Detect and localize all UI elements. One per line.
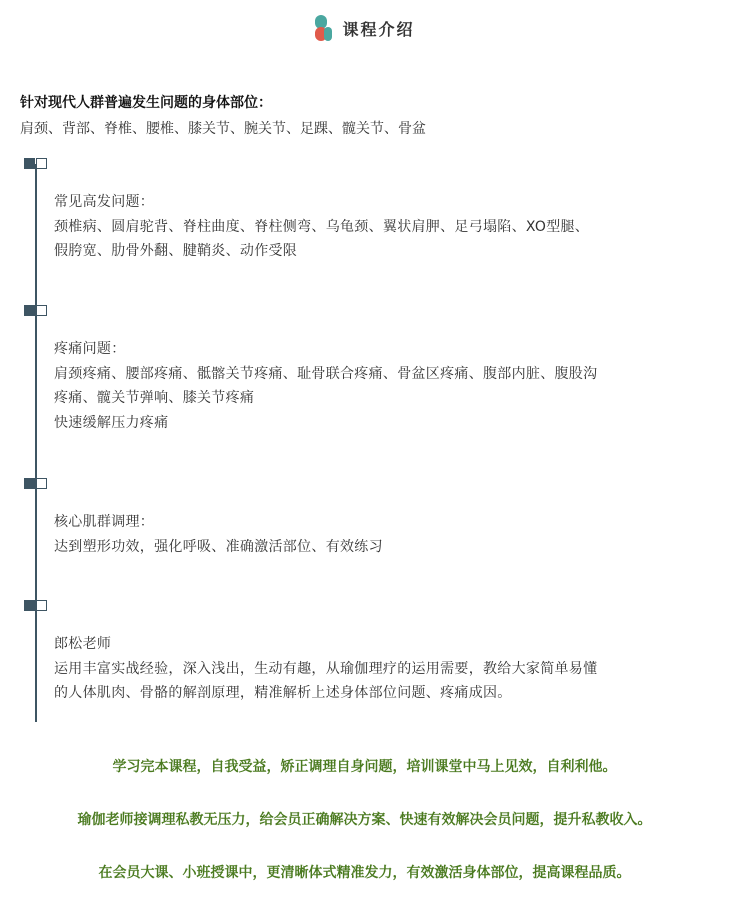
section-common-problems [54, 190, 714, 264]
section-line: 达到塑形功效，强化呼吸、准确激活部位、有效练习 [54, 538, 383, 555]
timeline-marker [24, 305, 48, 317]
pill-icon [314, 14, 332, 42]
benefit-line: 学习完本课程，自我受益，矫正调理自身问题，培训课堂中马上见效，自利利他。 [112, 759, 617, 775]
page-title: 课程介绍 [342, 19, 415, 39]
section-title: 核心肌群调理： [54, 514, 155, 530]
benefit-line: 在会员大课、小班授课中，更清晰体式精准发力，有效激活身体部位，提高课程品质。 [98, 865, 631, 881]
intro-body: 肩颈、背部、脊椎、腰椎、膝关节、腕关节、足踝、髋关节、骨盆 [20, 121, 426, 137]
timeline-marker [24, 600, 48, 612]
section-line: 肩颈疼痛、腰部疼痛、骶髂关节疼痛、耻骨联合疼痛、骨盆区疼痛、腹部内脏、腹股沟 [54, 365, 598, 382]
section-line: 疼痛、髋关节弹响、膝关节疼痛 [54, 390, 255, 406]
timeline-marker [24, 158, 48, 170]
section-line: 颈椎病、圆肩驼背、脊柱曲度、脊柱侧弯、乌龟颈、翼状肩胛、足弓塌陷、XO型腿、 [54, 218, 590, 235]
section-line: 运用丰富实战经验，深入浅出，生动有趣，从瑜伽理疗的运用需要，教给大家简单易懂 [54, 660, 598, 677]
teacher-name: 郎松老师 [54, 636, 112, 652]
section-line: 假胯宽、肋骨外翻、腱鞘炎、动作受限 [54, 243, 298, 259]
header [0, 14, 729, 46]
section-line: 的人体肌肉、骨骼的解剖原理，精准解析上述身体部位问题、疼痛成因。 [54, 685, 512, 701]
section-core-muscles [54, 510, 714, 559]
section-title: 常见高发问题： [54, 194, 155, 210]
timeline-line [35, 164, 37, 722]
section-teacher [54, 632, 714, 706]
intro-heading: 针对现代人群普遍发生问题的身体部位： [20, 95, 272, 111]
section-line: 快速缓解压力疼痛 [54, 414, 169, 431]
section-title: 疼痛问题： [54, 341, 126, 357]
benefit-line: 瑜伽老师接调理私教无压力，给会员正确解决方案、快速有效解决会员问题，提升私教收入。 [77, 812, 652, 828]
timeline-marker [24, 478, 48, 490]
section-pain-problems [54, 337, 714, 435]
